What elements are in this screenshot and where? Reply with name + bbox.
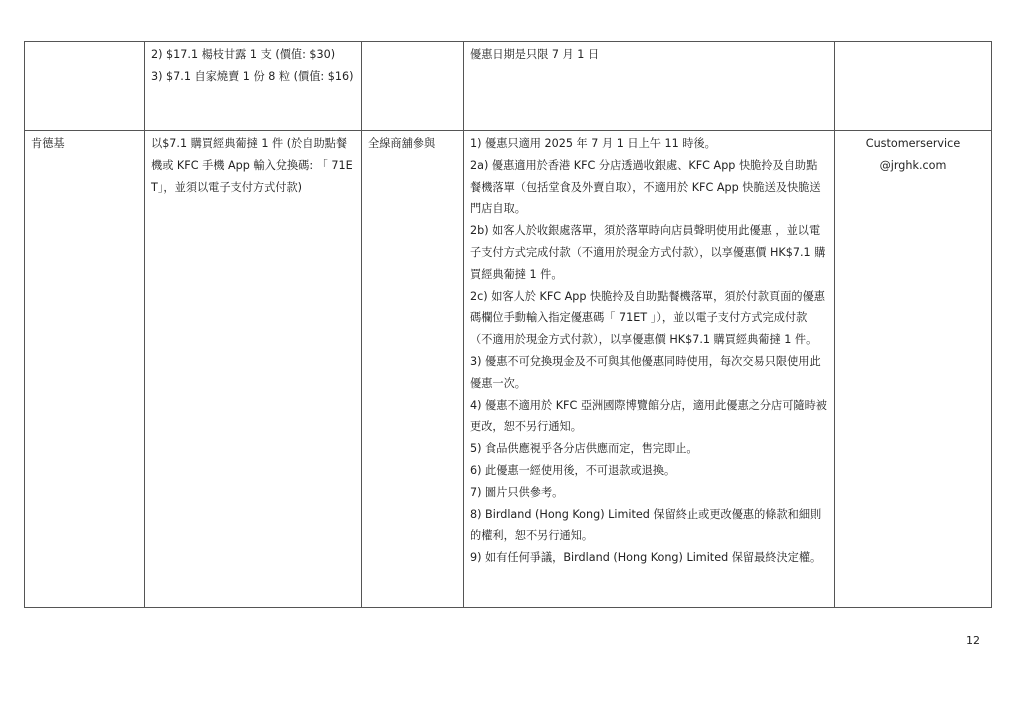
terms-cell xyxy=(464,42,835,131)
merchant-cell xyxy=(25,42,145,131)
offer-line: 2) $17.1 楊枝甘露 1 支 (價值: $30) xyxy=(151,48,336,61)
merchant-cell: 肯德基 xyxy=(25,131,145,608)
terms-line: 7) 圖片只供參考。 xyxy=(470,485,564,499)
page-number: 12 xyxy=(966,634,980,647)
contact-email-line: @jrghk.com xyxy=(879,158,947,172)
offer-line: 以$7.1 購買經典葡撻 1 件 (於自助點餐機或 KFC 手機 App 輸入兌換碼: 「 71ET」，並須以電子支付方式付款) xyxy=(151,137,353,194)
participating-stores-cell xyxy=(362,42,464,131)
terms-line: 3) 優惠不可兌換現金及不可與其他優惠同時使用，每次交易只限使用此優惠一次。 xyxy=(470,354,821,390)
contact-cell xyxy=(835,42,992,131)
terms-line: 5) 食品供應視乎各分店供應而定，售完即止。 xyxy=(470,442,698,456)
terms-line: 2b) 如客人於收銀處落單，須於落單時向店員聲明使用此優惠 ，並以電子支付方式完成付款（不適用於現金方式付款），以享優惠價 HK$7.1 購買經典葡撻 1 件。 xyxy=(470,224,826,281)
terms-line: 1) 優惠只適用 2025 年 7 月 1 日上午 11 時後。 xyxy=(470,137,716,150)
contact-email-line: Customerservice xyxy=(865,137,961,150)
table-row xyxy=(25,42,992,131)
terms-line: 9) 如有任何爭議，Birdland (Hong Kong) Limited 保留最終決定權。 xyxy=(470,551,822,565)
terms-line: 優惠日期是只限 7 月 1 日 xyxy=(470,48,600,61)
terms-line: 4) 優惠不適用於 KFC 亞洲國際博覽館分店，適用此優惠之分店可隨時被更改，恕不另行通知。 xyxy=(470,398,827,434)
terms-table xyxy=(24,41,992,608)
offer-line: 3) $7.1 自家燒賣 1 份 8 粒 (價值: $16) xyxy=(151,69,354,83)
terms-line: 2c) 如客人於 KFC App 快脆拎及自助點餐機落單，須於付款頁面的優惠碼欄位手動輸入指定優惠碼「 71ET 」），並以電子支付方式完成付款（不適用於現金方式付款），以享優惠價 HK$7.1 購買經典葡撻 1 件。 xyxy=(470,289,825,347)
offer-cell xyxy=(145,42,362,131)
terms-line: 8) Birdland (Hong Kong) Limited 保留終止或更改優惠的條款和細則的權利，恕不另行通知。 xyxy=(470,507,822,543)
terms-line: 6) 此優惠一經使用後，不可退款或退換。 xyxy=(470,463,676,477)
participating-stores-cell: 全線商舖參與 xyxy=(362,131,464,608)
terms-line: 2a) 優惠適用於香港 KFC 分店透過收銀處、KFC App 快脆拎及自助點餐機落單（包括堂食及外賣自取），不適用於 KFC App 快脆送及快脆送門店自取。 xyxy=(470,158,821,216)
terms-cell xyxy=(464,131,835,608)
table-row xyxy=(25,131,992,608)
contact-cell xyxy=(835,131,992,608)
offer-cell xyxy=(145,131,362,608)
